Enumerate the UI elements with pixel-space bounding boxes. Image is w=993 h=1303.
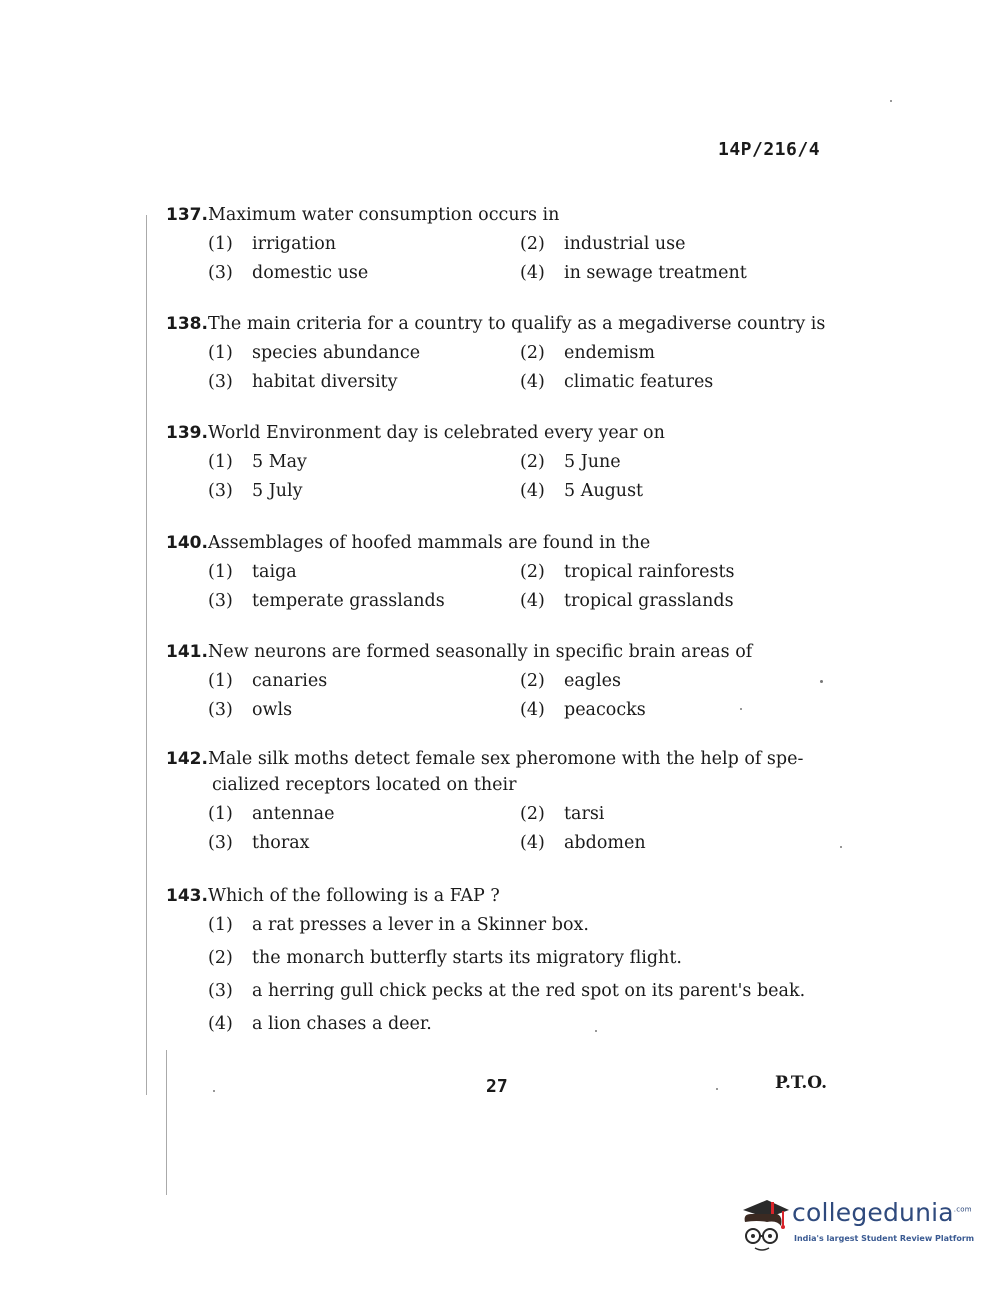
- option-text: a rat presses a lever in a Skinner box.: [252, 915, 589, 935]
- option-text: a lion chases a deer.: [252, 1014, 432, 1034]
- question-text: Male silk moths detect female sex pheromone with the help of spe-: [207, 749, 804, 769]
- option-text: endemism: [564, 343, 655, 363]
- option-number: (1): [208, 452, 233, 472]
- option-number: (4): [520, 481, 545, 501]
- option-text: species abundance: [252, 343, 421, 363]
- options-list: [166, 913, 846, 1037]
- option-text: habitat diversity: [252, 372, 398, 392]
- question-143: [166, 884, 846, 1037]
- option-text: 5 June: [564, 452, 621, 472]
- option: [208, 669, 520, 694]
- scan-margin-line: [146, 215, 147, 1095]
- option-number: (1): [208, 234, 233, 254]
- option-text: 5 July: [252, 481, 303, 501]
- question-140: [166, 531, 846, 614]
- options-list: [166, 560, 846, 614]
- question-number: 137.: [166, 205, 208, 225]
- option-number: (3): [208, 700, 233, 720]
- question-number: 141.: [166, 642, 208, 662]
- option-text: tarsi: [564, 804, 605, 824]
- option: [208, 698, 520, 723]
- question-stem: [166, 531, 846, 555]
- option-number: (3): [208, 591, 233, 611]
- question-text-continued: cialized receptors located on their: [212, 775, 517, 795]
- question-text: Maximum water consumption occurs in: [207, 205, 560, 225]
- options-list: [166, 669, 846, 723]
- paper-code: 14P/216/4: [718, 139, 821, 160]
- option: [208, 802, 520, 827]
- option-number: (2): [520, 804, 545, 824]
- option: [520, 831, 832, 856]
- graduate-mascot-icon: [737, 1196, 791, 1254]
- option: [520, 669, 832, 694]
- option-text: tropical rainforests: [564, 562, 735, 582]
- option: [208, 979, 828, 1004]
- option: [520, 479, 832, 504]
- option-text: canaries: [252, 671, 328, 691]
- options-list: [166, 802, 846, 856]
- collegedunia-watermark: [737, 1196, 975, 1256]
- option: [208, 913, 828, 938]
- option-text: peacocks: [564, 700, 646, 720]
- option-number: (3): [208, 263, 233, 283]
- option: [520, 370, 832, 395]
- option-text: owls: [252, 700, 293, 720]
- option-text: irrigation: [252, 234, 336, 254]
- option-text: 5 May: [252, 452, 307, 472]
- question-text: The main criteria for a country to qualify as a megadiverse country is: [207, 314, 826, 334]
- pto-label: P.T.O.: [775, 1073, 827, 1093]
- option-number: (2): [520, 562, 545, 582]
- option-text: a herring gull chick pecks at the red spot on its parent's beak.: [252, 981, 806, 1001]
- option: [520, 560, 832, 585]
- option: [208, 479, 520, 504]
- question-number: 138.: [166, 314, 208, 334]
- question-stem: [166, 203, 846, 227]
- option-number: (4): [520, 372, 545, 392]
- options-list: [166, 232, 846, 286]
- option-number: (3): [208, 372, 233, 392]
- option-text: eagles: [564, 671, 621, 691]
- option-number: (2): [520, 671, 545, 691]
- scan-speck: [716, 1088, 718, 1090]
- option-text: thorax: [252, 833, 310, 853]
- option: [208, 370, 520, 395]
- question-number: 139.: [166, 423, 208, 443]
- options-list: [166, 341, 846, 395]
- option: [208, 232, 520, 257]
- option-number: (4): [520, 591, 545, 611]
- option-text: in sewage treatment: [564, 263, 747, 283]
- question-141: [166, 640, 846, 723]
- question-stem: [166, 312, 846, 336]
- option: [520, 232, 832, 257]
- option: [208, 831, 520, 856]
- question-142: [166, 747, 846, 856]
- page-number: 27: [486, 1076, 508, 1097]
- option-number: (1): [208, 804, 233, 824]
- brand-tagline: India's largest Student Review Platform: [794, 1234, 975, 1243]
- option-number: (4): [520, 700, 545, 720]
- option-number: (1): [208, 915, 233, 935]
- option-number: (1): [208, 562, 233, 582]
- option-text: antennae: [252, 804, 335, 824]
- option-text: temperate grasslands: [252, 591, 445, 611]
- option-number: (2): [208, 948, 233, 968]
- option-text: taiga: [252, 562, 297, 582]
- question-number: 143.: [166, 886, 208, 906]
- option-number: (4): [520, 263, 545, 283]
- option-number: (2): [520, 343, 545, 363]
- question-stem: [166, 421, 846, 445]
- option: [520, 261, 832, 286]
- option-text: 5 August: [564, 481, 644, 501]
- option: [208, 261, 520, 286]
- scan-speck: [890, 100, 892, 102]
- option-text: domestic use: [252, 263, 369, 283]
- option-text: the monarch butterfly starts its migratory flight.: [252, 948, 682, 968]
- question-text: Assemblages of hoofed mammals are found in the: [207, 533, 651, 553]
- option-number: (3): [208, 481, 233, 501]
- option-number: (1): [208, 671, 233, 691]
- question-stem: [166, 884, 846, 908]
- question-number: 142.: [166, 749, 208, 769]
- option: [208, 560, 520, 585]
- option-number: (4): [520, 833, 545, 853]
- brand-name: collegedunia$^{.com}$: [792, 1198, 972, 1227]
- question-text: New neurons are formed seasonally in specific brain areas of: [207, 642, 753, 662]
- option: [208, 589, 520, 614]
- option-number: (4): [208, 1014, 233, 1034]
- option: [520, 802, 832, 827]
- option-text: industrial use: [564, 234, 686, 254]
- option: [520, 341, 832, 366]
- option-text: climatic features: [564, 372, 714, 392]
- option-text: abdomen: [564, 833, 646, 853]
- scan-speck: [213, 1090, 215, 1092]
- question-138: [166, 312, 846, 395]
- option-number: (2): [520, 452, 545, 472]
- option-number: (1): [208, 343, 233, 363]
- option: [208, 450, 520, 475]
- option-number: (3): [208, 833, 233, 853]
- option: [208, 946, 828, 971]
- question-number: 140.: [166, 533, 208, 553]
- question-stem: [166, 640, 846, 664]
- question-139: [166, 421, 846, 504]
- option: [208, 341, 520, 366]
- option-number: (3): [208, 981, 233, 1001]
- option-number: (2): [520, 234, 545, 254]
- question-text: World Environment day is celebrated every year on: [207, 423, 665, 443]
- question-stem: [166, 747, 846, 771]
- options-list: [166, 450, 846, 504]
- question-text: Which of the following is a FAP ?: [207, 886, 500, 906]
- question-137: [166, 203, 846, 286]
- option-text: tropical grasslands: [564, 591, 734, 611]
- scan-margin-line: [166, 1050, 167, 1195]
- option: [520, 589, 832, 614]
- option: [208, 1012, 828, 1037]
- option: [520, 698, 832, 723]
- option: [520, 450, 832, 475]
